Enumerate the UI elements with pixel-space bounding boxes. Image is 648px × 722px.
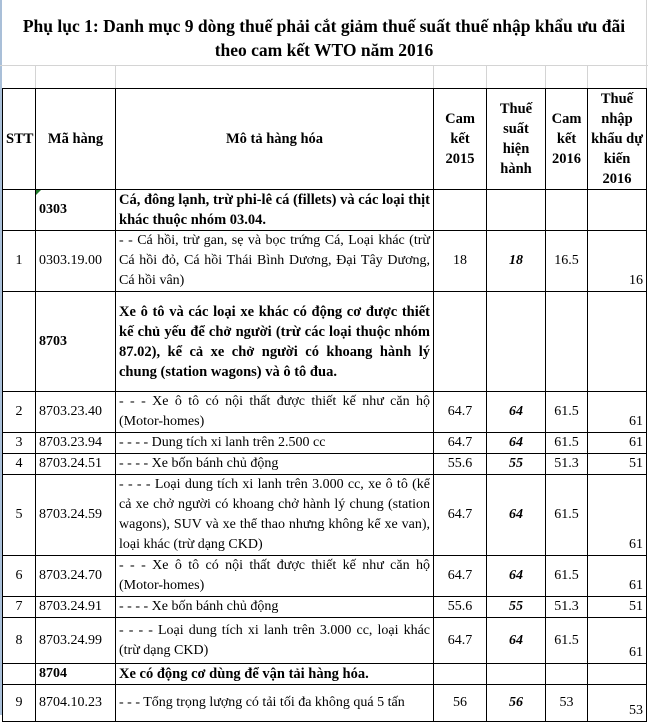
cell-commit-2016[interactable]: 61.5 bbox=[546, 433, 588, 454]
cell-desc[interactable]: - - - - Xe bốn bánh chủ động bbox=[116, 597, 434, 618]
sheet-gridline bbox=[486, 65, 487, 88]
cell-commit-2016[interactable]: 61.5 bbox=[546, 556, 588, 597]
table-row bbox=[3, 454, 647, 475]
cell-commit-2015[interactable]: 55.6 bbox=[434, 597, 487, 618]
cell-desc[interactable]: - - Cá hồi, trừ gan, sẹ và bọc trứng Cá, Loại khác (trừ Cá hồi đỏ, Cá hồi Thái Bình Dương, Đại Tây Dương, Cá hồi vân) bbox=[116, 231, 434, 292]
cell-desc[interactable]: - - - - Loại dung tích xi lanh trên 3.000 cc, xe ô tô (kể cả xe chở người có khoang chở hành lý chung (station wagons), SUV và xe thể thao nhưng không kể xe van), loại khác (trừ dạng CKD) bbox=[116, 475, 434, 556]
document-title bbox=[2, 14, 646, 62]
title-line-1: Phụ lục 1: Danh mục 9 dòng thuế phải cắt giảm thuế suất thuế nhập khẩu ưu đãi bbox=[22, 16, 626, 36]
cell-commit-2016[interactable]: 16.5 bbox=[546, 231, 588, 292]
cell-code[interactable]: 8703.23.40 bbox=[36, 392, 116, 433]
cell-current-rate[interactable] bbox=[487, 292, 546, 392]
table-group-row bbox=[3, 292, 647, 392]
table-row bbox=[3, 685, 647, 722]
cell-stt[interactable]: 4 bbox=[3, 454, 36, 475]
sheet-gridline bbox=[0, 65, 648, 66]
cell-commit-2016[interactable]: 51.3 bbox=[546, 454, 588, 475]
cell-current-rate[interactable]: 55 bbox=[487, 597, 546, 618]
cell-commit-2016[interactable] bbox=[546, 664, 588, 685]
cell-commit-2015[interactable] bbox=[434, 190, 487, 231]
cell-code[interactable]: 8704 bbox=[36, 664, 116, 685]
cell-projected-2016[interactable]: 53 bbox=[588, 685, 647, 722]
cell-projected-2016[interactable] bbox=[588, 292, 647, 392]
cell-desc[interactable]: Cá, đông lạnh, trừ phi-lê cá (fillets) và các loại thịt khác thuộc nhóm 03.04. bbox=[116, 190, 434, 231]
cell-commit-2016[interactable]: 61.5 bbox=[546, 392, 588, 433]
cell-desc[interactable]: Xe có động cơ dùng để vận tải hàng hóa. bbox=[116, 664, 434, 685]
cell-desc[interactable]: - - - - Loại dung tích xi lanh trên 3.000 cc, loại khác (trừ dạng CKD) bbox=[116, 618, 434, 664]
sheet-gridline bbox=[545, 65, 546, 88]
header-commit-2016[interactable]: Cam kết 2016 bbox=[546, 89, 588, 190]
cell-commit-2015[interactable]: 55.6 bbox=[434, 454, 487, 475]
cell-code[interactable]: 8703.24.59 bbox=[36, 475, 116, 556]
cell-desc[interactable]: - - - - Xe bốn bánh chủ động bbox=[116, 454, 434, 475]
cell-commit-2016[interactable]: 51.3 bbox=[546, 597, 588, 618]
table-row bbox=[3, 597, 647, 618]
cell-code[interactable]: 0303 bbox=[36, 190, 116, 231]
title-line-2: theo cam kết WTO năm 2016 bbox=[214, 40, 434, 60]
cell-code[interactable]: 8703.24.51 bbox=[36, 454, 116, 475]
cell-projected-2016[interactable]: 51 bbox=[588, 597, 647, 618]
cell-code[interactable]: 8703.24.70 bbox=[36, 556, 116, 597]
cell-commit-2016[interactable] bbox=[546, 190, 588, 231]
table-row bbox=[3, 231, 647, 292]
cell-current-rate[interactable]: 18 bbox=[487, 231, 546, 292]
cell-projected-2016[interactable]: 61 bbox=[588, 618, 647, 664]
cell-stt[interactable]: 5 bbox=[3, 475, 36, 556]
cell-projected-2016[interactable]: 61 bbox=[588, 475, 647, 556]
cell-stt[interactable] bbox=[3, 190, 36, 231]
cell-projected-2016[interactable]: 61 bbox=[588, 433, 647, 454]
cell-current-rate[interactable]: 64 bbox=[487, 392, 546, 433]
cell-desc[interactable]: Xe ô tô và các loại xe khác có động cơ được thiết kế chủ yếu để chở người (trừ các loại thuộc nhóm 87.02), kể cả xe chở người có khoang hành lý chung (station wagons) và ô tô đua. bbox=[116, 292, 434, 392]
cell-code[interactable]: 8703 bbox=[36, 292, 116, 392]
cell-code[interactable]: 8703.24.99 bbox=[36, 618, 116, 664]
cell-commit-2016[interactable]: 53 bbox=[546, 685, 588, 722]
header-desc[interactable]: Mô tả hàng hóa bbox=[116, 89, 434, 190]
cell-desc[interactable]: - - - Xe ô tô có nội thất được thiết kế như căn hộ (Motor-homes) bbox=[116, 392, 434, 433]
table-row bbox=[3, 433, 647, 454]
cell-desc[interactable]: - - - Xe ô tô có nội thất được thiết kế như căn hộ (Motor-homes) bbox=[116, 556, 434, 597]
cell-code[interactable]: 8703.23.94 bbox=[36, 433, 116, 454]
cell-stt[interactable]: 1 bbox=[3, 231, 36, 292]
cell-stt[interactable]: 7 bbox=[3, 597, 36, 618]
header-current-rate[interactable]: Thuế suất hiện hành bbox=[487, 89, 546, 190]
cell-code[interactable]: 8704.10.23 bbox=[36, 685, 116, 722]
cell-code[interactable]: 0303.19.00 bbox=[36, 231, 116, 292]
cell-commit-2015[interactable] bbox=[434, 292, 487, 392]
cell-current-rate[interactable]: 55 bbox=[487, 454, 546, 475]
table-row bbox=[3, 392, 647, 433]
cell-commit-2015[interactable]: 64.7 bbox=[434, 618, 487, 664]
cell-commit-2015[interactable]: 64.7 bbox=[434, 556, 487, 597]
cell-stt[interactable]: 8 bbox=[3, 618, 36, 664]
cell-projected-2016[interactable]: 16 bbox=[588, 231, 647, 292]
cell-current-rate[interactable]: 64 bbox=[487, 475, 546, 556]
cell-commit-2015[interactable]: 56 bbox=[434, 685, 487, 722]
table-group-row bbox=[3, 190, 647, 231]
cell-commit-2016[interactable] bbox=[546, 292, 588, 392]
cell-code[interactable]: 8703.24.91 bbox=[36, 597, 116, 618]
header-projected-2016[interactable]: Thuế nhập khẩu dự kiến 2016 bbox=[588, 89, 647, 190]
header-code[interactable]: Mã hàng bbox=[36, 89, 116, 190]
cell-commit-2015[interactable]: 64.7 bbox=[434, 433, 487, 454]
table-row bbox=[3, 556, 647, 597]
cell-commit-2015[interactable] bbox=[434, 664, 487, 685]
cell-commit-2016[interactable]: 61.5 bbox=[546, 475, 588, 556]
cell-projected-2016[interactable]: 51 bbox=[588, 454, 647, 475]
table-row bbox=[3, 618, 647, 664]
header-commit-2015[interactable]: Cam kết 2015 bbox=[434, 89, 487, 190]
cell-stt[interactable]: 3 bbox=[3, 433, 36, 454]
sheet-gridline bbox=[115, 65, 116, 88]
cell-desc[interactable]: - - - - Dung tích xi lanh trên 2.500 cc bbox=[116, 433, 434, 454]
cell-current-rate[interactable]: 64 bbox=[487, 433, 546, 454]
sheet-gridline bbox=[587, 65, 588, 88]
cell-projected-2016[interactable] bbox=[588, 190, 647, 231]
sheet-gridline bbox=[35, 65, 36, 88]
sheet-gridline bbox=[433, 65, 434, 88]
cell-current-rate[interactable]: 64 bbox=[487, 556, 546, 597]
table-group-row bbox=[3, 664, 647, 685]
cell-projected-2016[interactable] bbox=[588, 664, 647, 685]
cell-stt[interactable]: 2 bbox=[3, 392, 36, 433]
cell-commit-2015[interactable]: 18 bbox=[434, 231, 487, 292]
cell-current-rate[interactable]: 56 bbox=[487, 685, 546, 722]
cell-current-rate[interactable]: 64 bbox=[487, 618, 546, 664]
cell-current-rate[interactable] bbox=[487, 190, 546, 231]
table-header-row bbox=[3, 89, 647, 190]
cell-current-rate[interactable] bbox=[487, 664, 546, 685]
cell-desc[interactable]: - - - Tổng trọng lượng có tải tối đa không quá 5 tấn bbox=[116, 685, 434, 722]
header-stt[interactable]: STT bbox=[3, 89, 36, 190]
cell-stt[interactable]: 9 bbox=[3, 685, 36, 722]
cell-projected-2016[interactable]: 61 bbox=[588, 392, 647, 433]
table-row bbox=[3, 475, 647, 556]
cell-projected-2016[interactable]: 61 bbox=[588, 556, 647, 597]
cell-stt[interactable] bbox=[3, 664, 36, 685]
cell-commit-2015[interactable]: 64.7 bbox=[434, 392, 487, 433]
tariff-table bbox=[2, 88, 647, 722]
cell-commit-2016[interactable]: 61.5 bbox=[546, 618, 588, 664]
cell-stt[interactable] bbox=[3, 292, 36, 392]
cell-stt[interactable]: 6 bbox=[3, 556, 36, 597]
cell-commit-2015[interactable]: 64.7 bbox=[434, 475, 487, 556]
